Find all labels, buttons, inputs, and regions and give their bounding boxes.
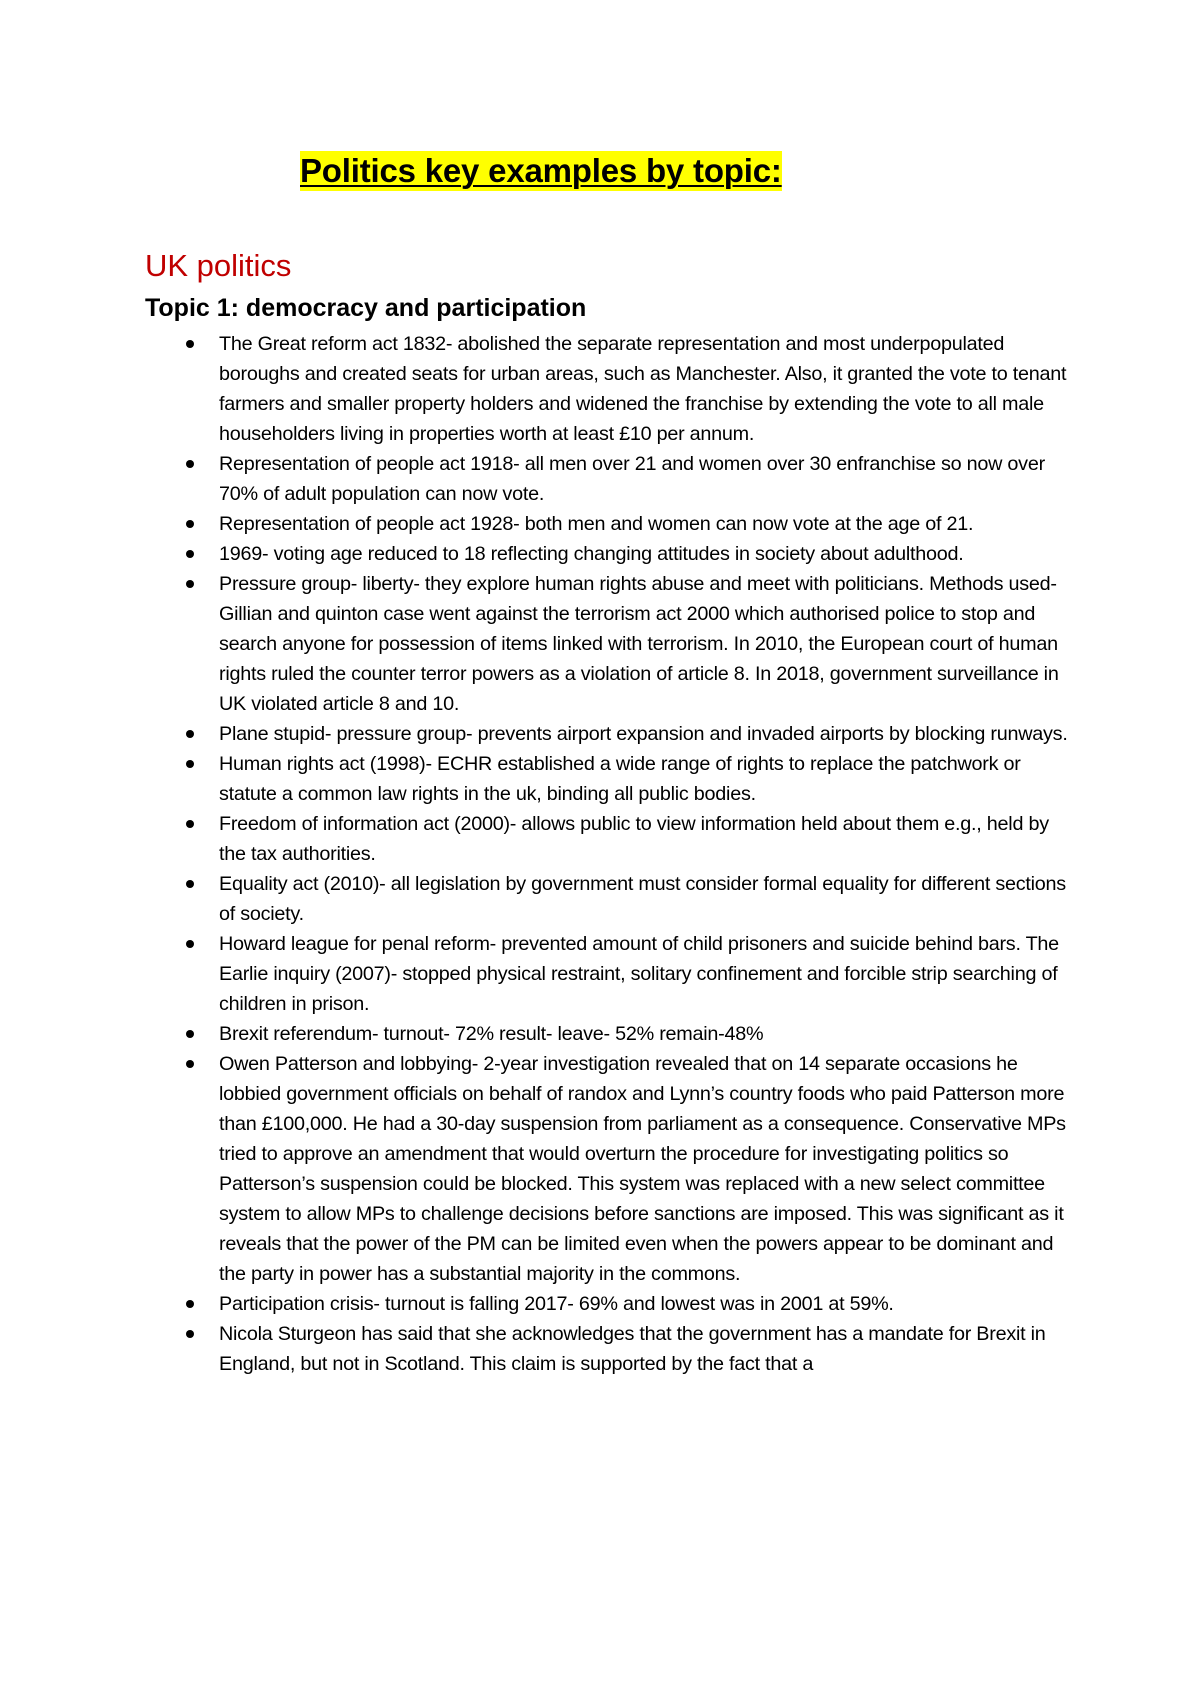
list-item-text: Representation of people act 1928- both men and women can now vote at the age of 21. [219,513,974,535]
list-item [219,809,1079,869]
list-item [219,929,1079,1019]
bullet-icon [186,1030,194,1038]
list-item-text: Owen Patterson and lobbying- 2-year investigation revealed that on 14 separate occasions he lobbied government officials on behalf of randox and Lynn’s country foods who paid Patterson more than £100,000. He had a 30-day suspension from parliament as a consequence. Conservative MPs tried to approve an amendment that would overturn the procedure for investigating politics so Patterson’s suspension could be blocked. This system was replaced with a new select committee system to allow MPs to challenge decisions before sanctions are imposed. This was significant as it reveals that the power of the PM can be limited even when the powers appear to be dominant and the party in power has a substantial majority in the commons. [219,1053,1066,1285]
bullet-icon [186,550,194,558]
bullet-icon [186,520,194,528]
bullet-icon [186,580,194,588]
bullet-icon [186,1330,194,1338]
bullet-icon [186,940,194,948]
section-heading-uk-politics: UK politics [145,248,292,283]
list-item [219,749,1079,809]
bullet-icon [186,1300,194,1308]
list-item-text: Human rights act (1998)- ECHR established a wide range of rights to replace the patchwork or statute a common law rights in the uk, binding all public bodies. [219,753,1021,805]
bullet-icon [186,820,194,828]
list-item-text: Brexit referendum- turnout- 72% result- leave- 52% remain-48% [219,1023,764,1045]
list-item-text: 1969- voting age reduced to 18 reflecting changing attitudes in society about adulthood. [219,543,964,565]
list-item-text: Pressure group- liberty- they explore human rights abuse and meet with politicians. Methods used- Gillian and quinton case went against the terrorism act 2000 which authorised police to stop and search anyone for possession of items linked with terrorism. In 2010, the European court of human rights ruled the counter terror powers as a violation of article 8. In 2018, government surveillance in UK violated article 8 and 10. [219,573,1059,715]
bullet-icon [186,340,194,348]
bullet-icon [186,1060,194,1068]
bullet-list [219,329,1079,1379]
list-item-text: Freedom of information act (2000)- allows public to view information held about them e.g., held by the tax authorities. [219,813,1049,865]
list-item [219,569,1079,719]
list-item [219,509,1079,539]
list-item [219,1319,1079,1379]
topic-heading: Topic 1: democracy and participation [145,294,587,322]
list-item [219,449,1079,509]
list-item [219,869,1079,929]
bullet-icon [186,880,194,888]
bullet-icon [186,460,194,468]
list-item [219,329,1079,449]
list-item-text: The Great reform act 1832- abolished the separate representation and most underpopulated boroughs and created seats for urban areas, such as Manchester. Also, it granted the vote to tenant farmers and smaller property holders and widened the franchise by extending the vote to all male householders living in properties worth at least £10 per annum. [219,333,1067,445]
list-item-text: Nicola Sturgeon has said that she acknowledges that the government has a mandate for Brexit in England, but not in Scotland. This claim is supported by the fact that a [219,1323,1046,1375]
list-item-text: Representation of people act 1918- all men over 21 and women over 30 enfranchise so now over 70% of adult population can now vote. [219,453,1045,505]
list-item-text: Howard league for penal reform- prevented amount of child prisoners and suicide behind bars. The Earlie inquiry (2007)- stopped physical restraint, solitary confinement and forcible strip searching of children in prison. [219,933,1059,1015]
list-item [219,719,1079,749]
list-item-text: Equality act (2010)- all legislation by government must consider formal equality for different sections of society. [219,873,1066,925]
list-item-text: Plane stupid- pressure group- prevents airport expansion and invaded airports by blocking runways. [219,723,1068,745]
list-item [219,1019,1079,1049]
bullet-icon [186,760,194,768]
list-item [219,1049,1079,1289]
bullet-icon [186,730,194,738]
list-item [219,1289,1079,1319]
page-title: Politics key examples by topic: [300,152,782,189]
list-item-text: Participation crisis- turnout is falling 2017- 69% and lowest was in 2001 at 59%. [219,1293,894,1315]
list-item [219,539,1079,569]
